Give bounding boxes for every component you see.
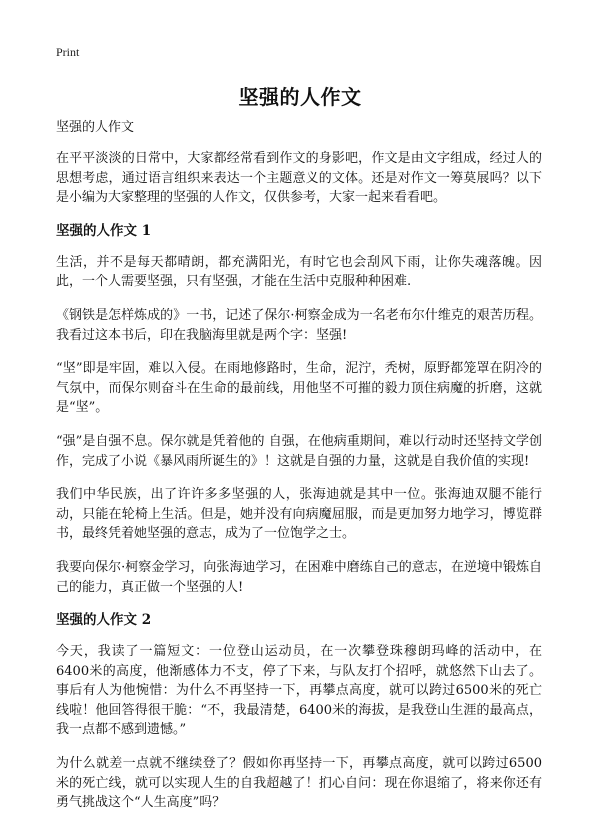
section-2-paragraph-2: 为什么就差一点就不继续登了？假如你再坚持一下，再攀点高度，就可以跨过6500米的死亡线，就可以实现人生的自我超越了！扪心自问：现在你退缩了，将来你还有勇气挑战这个“人生高度”吗？ [56,756,542,811]
section-heading-1: 坚强的人作文 1 [56,222,152,239]
section-2-paragraph-1: 今天，我读了一篇短文：一位登山运动员，在一次攀登珠穆朗玛峰的活动中，在6400米的高度，他渐感体力不支，停了下来，与队友打个招呼，就悠然下山去了。事后有人为他惋惜：为什么不再坚持一下，再攀点高度，就可以跨过6500米的死亡线啦！他回答得很干脆：“不，我最清楚，6400米的海拔，是我登山生涯的最高点，我一点都不感到遗憾。” [56,644,542,738]
article-subtitle: 坚强的人作文 [56,120,135,135]
section-heading-2: 坚强的人作文 2 [56,612,152,629]
section-1-paragraph-6: 我要向保尔·柯察金学习，向张海迪学习，在困难中磨练自己的意志，在逆境中锻炼自己的能力，真正做一个坚强的人! [56,559,542,595]
section-1-paragraph-2: 《钢铁是怎样炼成的》一书，记述了保尔·柯察金成为一名老布尔什维克的艰苦历程。我看过这本书后，印在我脑海里就是两个字：坚强! [56,307,542,343]
intro-paragraph: 在平平淡淡的日常中，大家都经常看到作文的身影吧，作文是由文字组成，经过人的思想考虑，通过语言组织来表达一个主题意义的文体。还是对作文一筹莫展吗？以下是小编为大家整理的坚强的人作文，仅供参考，大家一起来看看吧。 [56,151,542,206]
section-1-paragraph-3: “坚”即是牢固，难以入侵。在雨地修路时，生命，泥泞，秃树，原野都笼罩在阴冷的气氛中，而保尔则奋斗在生命的最前线，用他坚不可摧的毅力顶住病魔的折磨，这就是“坚”。 [56,361,542,416]
section-1-paragraph-1: 生活，并不是每天都晴朗，都充满阳光，有时它也会刮风下雨，让你失魂落魄。因此，一个人需要坚强，只有坚强，才能在生活中克服种种困难. [56,254,542,290]
page-title: 坚强的人作文 [238,85,362,109]
print-link[interactable]: Print [56,45,80,59]
article-body [56,119,542,827]
section-1-paragraph-5: 我们中华民族，出了许许多多坚强的人，张海迪就是其中一位。张海迪双腿不能行动，只能在轮椅上生活。但是，她并没有向病魔屈服，而是更加努力地学习，博览群书，最终凭着她坚强的意志，成为了一位饱学之士。 [56,487,542,542]
section-1-paragraph-4: “强”是自强不息。保尔就是凭着他的 自强，在他病重期间，难以行动时还坚持文学创作，完成了小说《暴风雨所诞生的》！这就是自强的力量，这就是自我价值的实现! [56,433,542,469]
